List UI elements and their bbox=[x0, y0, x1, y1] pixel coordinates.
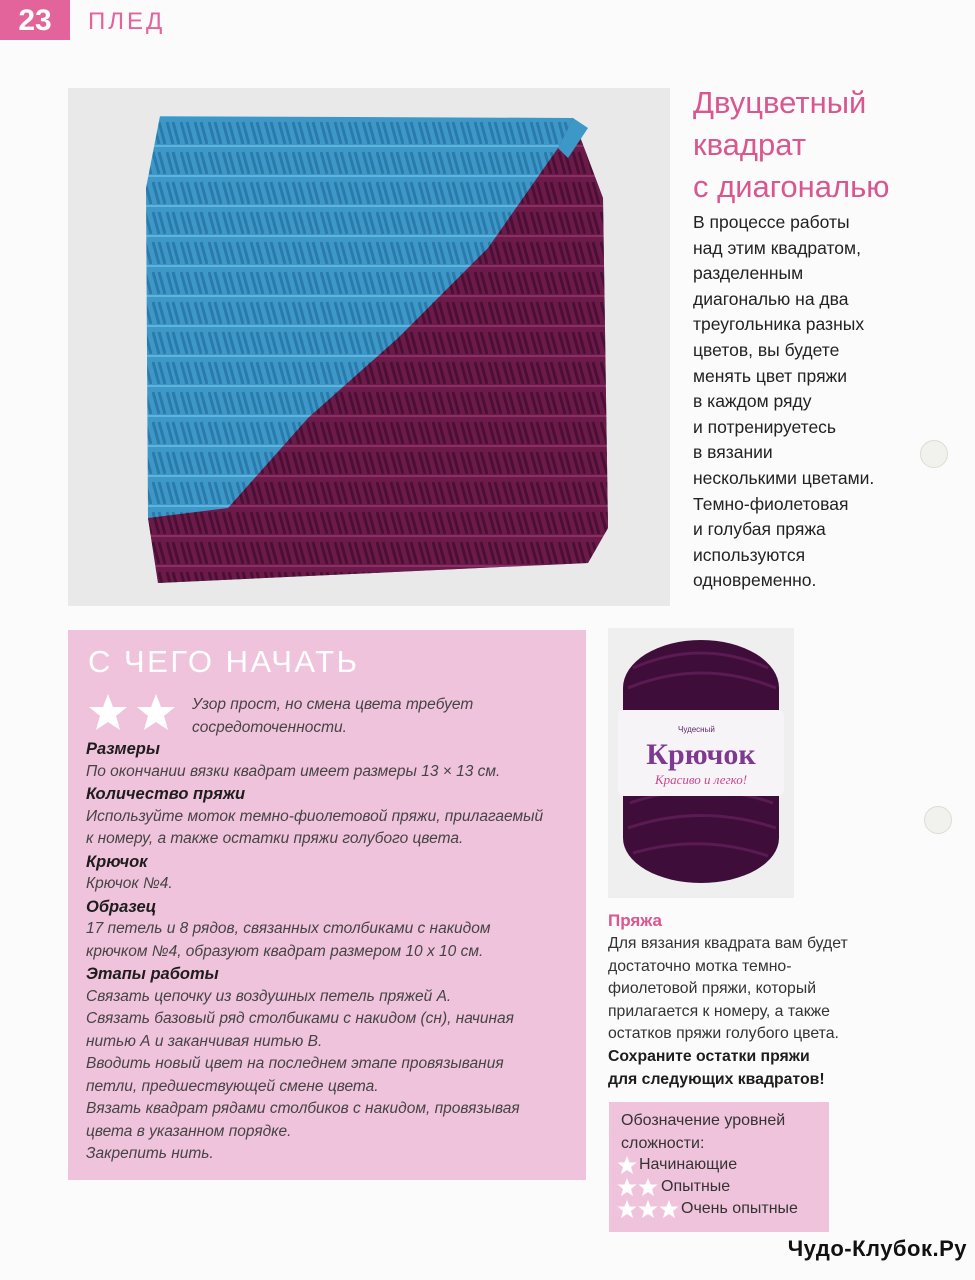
difficulty-note-line: сосредоточенности. bbox=[192, 718, 347, 736]
intro-line: в вязании bbox=[693, 442, 773, 463]
intro-line: диагональю на два bbox=[693, 288, 849, 309]
yarn-amount-text: к номеру, а также остатки пряжи голубого цвета. bbox=[86, 830, 464, 847]
intro-line: используются bbox=[693, 544, 806, 565]
section-title: ПЛЕД bbox=[88, 8, 166, 35]
step-line: Закрепить нить. bbox=[86, 1145, 214, 1162]
difficulty-note bbox=[192, 694, 473, 739]
gauge-heading: Образец bbox=[86, 897, 157, 916]
main-title bbox=[693, 82, 963, 208]
star-icon bbox=[660, 1200, 679, 1218]
step-line: цвета в указанном порядке. bbox=[86, 1122, 292, 1140]
yarn-text-line: остатков пряжи голубого цвета. bbox=[608, 1025, 839, 1042]
legend-label: Опытные bbox=[661, 1178, 731, 1195]
sizes-text: По окончании вязки квадрат имеет размеры 13 × 13 см. bbox=[86, 762, 501, 780]
intro-line: треугольника разных bbox=[693, 314, 865, 335]
intro-line: менять цвет пряжи bbox=[693, 365, 848, 386]
difficulty-note-line: Узор прост, но смена цвета требует bbox=[192, 696, 474, 713]
intro-line: и потренируетесь bbox=[693, 416, 837, 437]
step-line: Вводить новый цвет на последнем этапе провязывания bbox=[86, 1055, 504, 1072]
star-icon bbox=[639, 1178, 658, 1196]
yarn-text bbox=[608, 933, 898, 1046]
yarn-label-brand: Крючок bbox=[646, 738, 756, 771]
intro-line: Темно-фиолетовая bbox=[693, 493, 849, 514]
steps-heading: Этапы работы bbox=[86, 965, 219, 983]
star-icon bbox=[618, 1178, 637, 1196]
intro-line: и голубая пряжа bbox=[693, 519, 826, 540]
intro-line: над этим квадратом, bbox=[693, 237, 861, 258]
main-title-line: квадрат bbox=[693, 127, 807, 162]
hook-text: Крючок №4. bbox=[86, 875, 173, 892]
yarn-text-line: фиолетовой пряжи, который bbox=[608, 980, 817, 997]
sizes-heading: Размеры bbox=[86, 740, 160, 758]
legend-label: Очень опытные bbox=[681, 1200, 798, 1217]
legend-level-experienced bbox=[617, 1178, 730, 1196]
crochet-square-photo bbox=[68, 88, 670, 606]
intro-line: несколькими цветами. bbox=[693, 467, 875, 488]
main-title-line: с диагональю bbox=[693, 169, 890, 204]
star-icon bbox=[137, 694, 175, 730]
step-line: Связать цепочку из воздушных петель пряжей А. bbox=[86, 987, 452, 1005]
step-line: Вязать квадрат рядами столбиков с накидом, провязывая bbox=[86, 1100, 520, 1117]
difficulty-stars bbox=[88, 692, 184, 732]
yarn-text-line: Для вязания квадрата вам будет bbox=[608, 935, 848, 952]
yarn-title: Пряжа bbox=[608, 911, 663, 930]
yarn-tip-line: Сохраните остатки пряжи bbox=[608, 1048, 810, 1065]
yarn-amount-heading: Количество пряжи bbox=[86, 785, 246, 803]
step-line: петли, предшествующей смене цвета. bbox=[86, 1077, 379, 1095]
legend-title-line: сложности: bbox=[621, 1134, 705, 1152]
intro-line: в каждом ряду bbox=[693, 391, 812, 412]
specifications bbox=[86, 738, 576, 1166]
intro-line: цветов, вы будете bbox=[693, 339, 840, 360]
gauge-text: крючком №4, образуют квадрат размером 10 х 10 см. bbox=[86, 942, 484, 960]
intro-paragraph bbox=[693, 210, 963, 594]
hook-heading: Крючок bbox=[86, 852, 148, 871]
step-line: Связать базовый ряд столбиками с накидом (сн), начиная bbox=[86, 1010, 514, 1027]
star-icon bbox=[639, 1200, 658, 1218]
legend-title-line: Обозначение уровней bbox=[621, 1112, 786, 1129]
star-icon bbox=[618, 1156, 637, 1174]
yarn-amount-text: Используйте моток темно-фиолетовой пряжи, прилагаемый bbox=[86, 807, 544, 825]
gauge-text: 17 петель и 8 рядов, связанных столбиками с накидом bbox=[86, 920, 491, 937]
yarn-skein-photo bbox=[608, 628, 794, 898]
legend-level-expert bbox=[617, 1200, 798, 1218]
step-line: нитью А и заканчивая нитью В. bbox=[86, 1032, 323, 1050]
yarn-label-slogan: Красиво и легко! bbox=[654, 772, 748, 787]
yarn-label-small: Чудесный bbox=[678, 725, 715, 734]
star-icon bbox=[618, 1200, 637, 1218]
yarn-text-line: прилагается к номеру, а также bbox=[608, 1002, 830, 1020]
legend-label: Начинающие bbox=[639, 1156, 738, 1173]
intro-line: одновременно. bbox=[693, 570, 817, 591]
star-icon bbox=[89, 694, 127, 730]
intro-line: разделенным bbox=[693, 263, 804, 284]
legend-level-beginner bbox=[617, 1156, 737, 1174]
punch-hole bbox=[924, 806, 952, 834]
start-box-title: С ЧЕГО НАЧАТЬ bbox=[88, 644, 360, 679]
yarn-tip-line: для следующих квадратов! bbox=[608, 1070, 825, 1088]
legend-title bbox=[621, 1110, 785, 1155]
intro-line: В процессе работы bbox=[693, 212, 850, 232]
crochet-square-illustration bbox=[68, 88, 670, 606]
punch-hole bbox=[920, 440, 948, 468]
page-number: 23 bbox=[0, 0, 70, 40]
yarn-skein-illustration bbox=[608, 628, 794, 898]
main-title-line: Двуцветный bbox=[693, 85, 867, 120]
yarn-tip bbox=[608, 1046, 825, 1091]
yarn-text-line: достаточно мотка темно- bbox=[608, 957, 792, 975]
watermark: Чудо-Клубок.Ру bbox=[787, 1236, 967, 1261]
